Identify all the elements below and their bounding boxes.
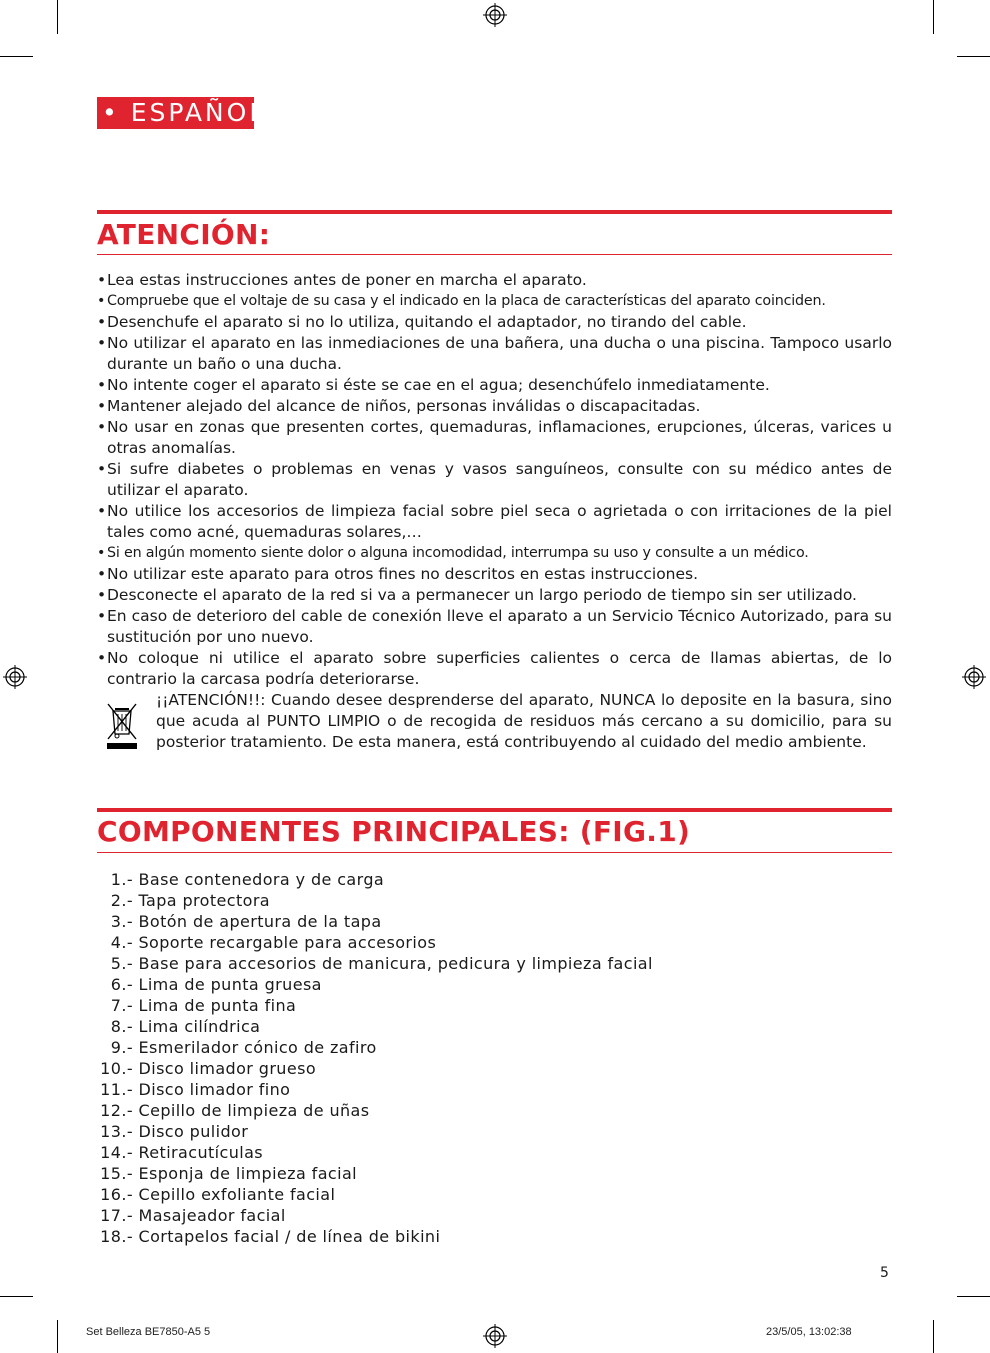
- section-underline: [97, 254, 892, 255]
- list-item: 16.- Cepillo exfoliante facial: [100, 1185, 336, 1204]
- page-number: 5: [880, 1265, 889, 1281]
- attention-list: [97, 270, 892, 690]
- crop-mark: [957, 1296, 990, 1297]
- list-item: • Compruebe que el voltaje de su casa y el indicado en la placa de características del aparato coinciden.: [97, 293, 826, 309]
- section-divider: [97, 210, 892, 214]
- attention-title: ATENCIÓN:: [97, 218, 271, 251]
- list-item: • Si en algún momento siente dolor o alguna incomodidad, interrumpa su uso y consulte a un médico.: [97, 545, 809, 561]
- slug-timestamp: 23/5/05, 13:02:38: [766, 1326, 852, 1338]
- components-title: COMPONENTES PRINCIPALES: (FIG.1): [97, 815, 691, 848]
- recycle-notice: [107, 690, 892, 753]
- list-item: 17.- Masajeador facial: [100, 1206, 286, 1225]
- crop-mark: [0, 1296, 33, 1297]
- list-item: • Mantener alejado del alcance de niños, personas inválidas o discapacitadas.: [97, 397, 701, 415]
- list-item: 5.- Base para accesorios de manicura, pedicura y limpieza facial: [110, 954, 653, 973]
- list-item: 6.- Lima de punta gruesa: [110, 975, 322, 994]
- list-item: • Desenchufe el aparato si no lo utiliza, quitando el adaptador, no tirando del cable.: [97, 313, 747, 331]
- list-item: • No usar en zonas que presenten cortes, quemaduras, inflamaciones, erupciones, úlceras, varices u otras anomalías.: [97, 418, 892, 457]
- list-item: 4.- Soporte recargable para accesorios: [110, 933, 437, 952]
- list-item: 13.- Disco pulidor: [100, 1122, 249, 1141]
- list-item: • Desconecte el aparato de la red si va a permanecer un largo periodo de tiempo sin ser utilizado.: [97, 586, 857, 604]
- crop-mark: [57, 0, 58, 34]
- slug-file-label: Set Belleza BE7850-A5 5: [86, 1326, 211, 1338]
- recycle-note: ¡¡ATENCIÓN!!: Cuando desee desprenderse del aparato, NUNCA lo deposite en la basura, sino que acuda al PUNTO LIMPIO o de recogida de residuos más cercano a su domicilio, para su posterior tratamiento. De esta manera, está contribuyendo al cuidado del medio ambiente.: [156, 691, 892, 751]
- registration-mark-icon: [483, 1324, 507, 1348]
- crossed-out-bin-icon: [107, 702, 137, 750]
- crop-mark: [957, 56, 990, 57]
- list-item: 1.- Base contenedora y de carga: [110, 870, 385, 889]
- list-item: • No coloque ni utilice el aparato sobre superficies calientes o cerca de llamas abiertas, de lo contrario la carcasa podría deteriorarse.: [97, 649, 892, 688]
- registration-mark-icon: [483, 3, 507, 27]
- list-item: • Lea estas instrucciones antes de poner en marcha el aparato.: [97, 271, 587, 289]
- registration-mark-icon: [962, 665, 986, 689]
- list-item: 2.- Tapa protectora: [110, 891, 271, 910]
- list-item: 8.- Lima cilíndrica: [110, 1017, 261, 1036]
- crop-mark: [0, 56, 33, 57]
- list-item: 12.- Cepillo de limpieza de uñas: [100, 1101, 370, 1120]
- list-item: 3.- Botón de apertura de la tapa: [110, 912, 382, 931]
- list-item: 10.- Disco limador grueso: [100, 1059, 317, 1078]
- registration-mark-icon: [3, 665, 27, 689]
- list-item: • No utilizar el aparato en las inmediaciones de una bañera, una ducha o una piscina. Tampoco usarlo durante un baño o una ducha.: [97, 334, 892, 373]
- section-divider: [97, 808, 892, 812]
- list-item: • No intente coger el aparato si éste se cae en el agua; desenchúfelo inmediatamente.: [97, 376, 770, 394]
- list-item: 11.- Disco limador fino: [100, 1080, 291, 1099]
- crop-mark: [57, 1320, 58, 1353]
- list-item: 7.- Lima de punta fina: [110, 996, 297, 1015]
- crop-mark: [933, 1320, 934, 1353]
- list-item: 18.- Cortapelos facial / de línea de bikini: [100, 1227, 441, 1246]
- list-item: • Si sufre diabetes o problemas en venas y vasos sanguíneos, consulte con su médico antes de utilizar el aparato.: [97, 460, 892, 499]
- list-item: • No utilice los accesorios de limpieza facial sobre piel seca o agrietada o con irritaciones de la piel tales como acné, quemaduras solares,…: [97, 502, 892, 541]
- crop-mark: [933, 0, 934, 34]
- list-item: 9.- Esmerilador cónico de zafiro: [110, 1038, 377, 1057]
- list-item: • No utilizar este aparato para otros fines no descritos en estas instrucciones.: [97, 565, 699, 583]
- section-underline: [97, 852, 892, 853]
- list-item: • En caso de deterioro del cable de conexión lleve el aparato a un Servicio Técnico Autorizado, para su sustitución por uno nuevo.: [97, 607, 892, 646]
- list-item: 15.- Esponja de limpieza facial: [100, 1164, 357, 1183]
- components-list: [97, 869, 653, 1247]
- list-item: 14.- Retiracutículas: [100, 1143, 264, 1162]
- language-tab: • ESPAÑOL: [97, 97, 254, 129]
